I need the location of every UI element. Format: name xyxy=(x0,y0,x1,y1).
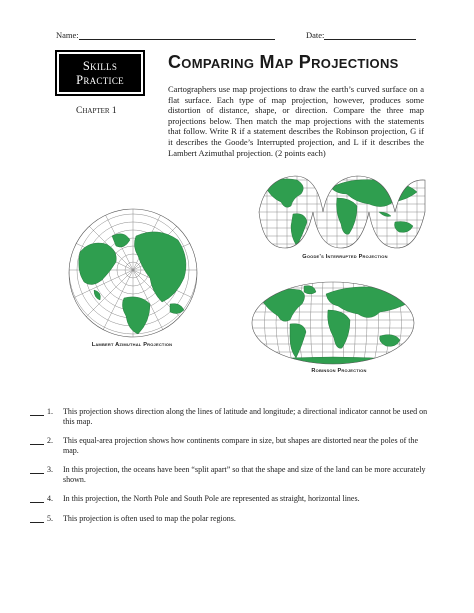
question-text: In this projection, the North Pole and South Pole are represented as straight, horizontal lines. xyxy=(63,494,360,503)
question-text: This projection shows direction along the lines of latitude and longitude; a directional indicator cannot be used on this map. xyxy=(63,407,428,426)
page-title: Comparing Map Projections xyxy=(168,52,399,72)
question-text: In this projection, the oceans have been “split apart” so that the shape and size of the land can be more accurately shown. xyxy=(63,465,426,484)
question-number: 5. xyxy=(47,514,53,523)
robinson-caption: Robinson Projection xyxy=(311,368,367,374)
question-text: This equal-area projection shows how continents compare in size, but shapes are distorted near the poles of the map. xyxy=(63,436,418,455)
question-5 xyxy=(30,514,430,524)
badge-line-1: Skills xyxy=(82,59,118,73)
chapter-label: Chapter 1 xyxy=(76,106,117,116)
robinson-map xyxy=(250,280,416,366)
answer-blank-1[interactable] xyxy=(30,407,44,416)
name-line[interactable] xyxy=(79,30,275,40)
question-1 xyxy=(30,407,430,427)
intro-paragraph: Cartographers use map projections to draw the earth’s curved surface on a flat surface. Each type of map projection, however, produces some distortion of distance, shape, or direction. Compare the three map projections below. Then match the map projections with the statements that follow. Write R if a statement describes the Robinson projection, G if it describes the Goode’s Interrupted projection, and L if it describes the Lambert Azimuthal projection. (2 points each) xyxy=(168,84,424,158)
goode-caption: Goode’s Interrupted Projection xyxy=(302,254,388,260)
question-number: 2. xyxy=(47,436,53,445)
date-line[interactable] xyxy=(324,30,416,40)
badge-line-2: Practice xyxy=(76,73,124,87)
lambert-caption: Lambert Azimuthal Projection xyxy=(91,342,173,348)
question-number: 3. xyxy=(47,465,53,474)
skills-practice-badge xyxy=(55,50,145,96)
lambert-azimuthal-map xyxy=(66,206,200,340)
answer-blank-3[interactable] xyxy=(30,465,44,474)
answer-blank-4[interactable] xyxy=(30,494,44,503)
name-field[interactable] xyxy=(56,30,275,40)
question-4 xyxy=(30,494,430,504)
name-label: Name: xyxy=(56,30,79,40)
date-label: Date: xyxy=(306,30,325,40)
answer-blank-5[interactable] xyxy=(30,514,44,523)
question-2 xyxy=(30,436,430,456)
question-number: 1. xyxy=(47,407,53,416)
goode-interrupted-map xyxy=(257,172,427,252)
question-3 xyxy=(30,465,430,485)
question-text: This projection is often used to map the polar regions. xyxy=(63,514,236,523)
question-number: 4. xyxy=(47,494,53,503)
date-field[interactable] xyxy=(306,30,416,40)
answer-blank-2[interactable] xyxy=(30,436,44,445)
